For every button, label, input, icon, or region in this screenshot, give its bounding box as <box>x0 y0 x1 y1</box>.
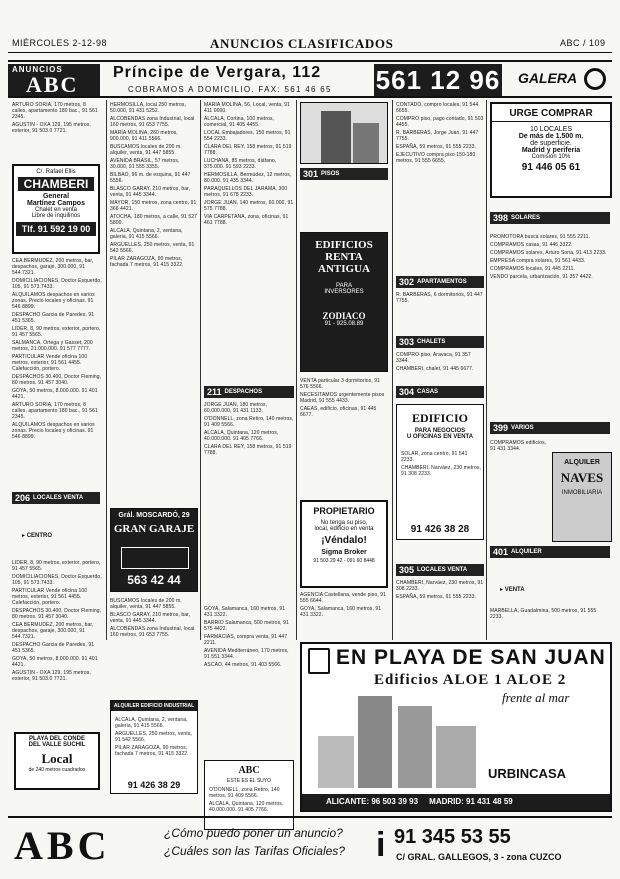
ad-text: ARGUELLES, 250 metros, venta, 91 542 5566. <box>115 731 193 743</box>
ad-chamberi: C/. Rafael Ellis CHAMBERI General Martínez Campos Chalet en venta Libre de inquilinos Tlf. 91 592 19 00 <box>12 164 100 254</box>
ad-text: DESPACHOS 30.400, Doctor Fleming, 80 metros. 91 457 3040. <box>12 608 102 620</box>
brand-g-icon <box>584 68 606 90</box>
section-header: 401 ALQUILER <box>490 546 610 558</box>
column-4-bottom <box>300 592 388 636</box>
section-header: 302 APARTAMENTOS <box>396 276 484 288</box>
ad-naves: ALQUILER NAVES INMOBILIARIA <box>552 452 612 542</box>
ad-text: BARRIO Salamanca, 500 metros, 91 575 4422. <box>204 620 289 632</box>
page-title: ANUNCIOS CLASIFICADOS <box>210 36 394 51</box>
section-header: 211 DESPACHOS <box>204 386 294 398</box>
ad-text: ARGUELLES, 250 metros, venta, 91 542 5566. <box>110 242 195 254</box>
subhead-centro: ▸ CENTRO <box>22 533 53 539</box>
ad-text: GOYA, 50 metros, 8.000.000. 91 401 4421. <box>12 656 98 668</box>
ad-text: ESPAÑA, 59 metros, 91 555 2233. <box>396 144 476 150</box>
section-header: 398 SOLARES <box>490 212 610 224</box>
section-header: 305 LOCALES VENTA <box>396 564 484 576</box>
ad-text: GOYA, Salamanca, 160 metros, 91 431 3322. <box>204 606 286 618</box>
ad-text: CLARA DEL REY, 158 metros, 91 519 7788. <box>204 444 292 456</box>
column-1-top <box>12 102 102 162</box>
ad-text: COMPRAMOS locales, 91 445 2211. <box>490 266 575 272</box>
question-1: ¿Cómo puedo poner un anuncio? <box>164 826 343 840</box>
ad-text: DOMICILIACIONES, Doctor Esquerdo, 105, 91 573.7433. <box>12 574 102 586</box>
ad-text: AVENIDA BRASIL, 57 metros, 30.000, 91 555 3355. <box>110 158 180 170</box>
column-6-varios <box>490 440 550 500</box>
ad-text: AGUSTIN - OXA 129, 195 metros, exterior, 91 503.0 7721. <box>12 670 91 682</box>
ad-text: BLASCO GARAY, 210 metros, bar, venta, 91 445 3344. <box>110 612 191 624</box>
column-2-bottom <box>110 598 198 696</box>
ad-text: PARAQUELLOS DEL JARAMA, 300 metros, 91 678 2233. <box>204 186 288 198</box>
ad-propietario: PROPIETARIO No tenga su piso, local, edificio en venta ¡Véndalo! Sigma Broker 91 503 29 42 - 091 60 8448 <box>300 500 388 588</box>
header-rule <box>8 52 612 53</box>
header-date: MIÉRCOLES 2-12-98 <box>12 38 108 48</box>
column-3 <box>204 102 294 382</box>
buildings-icon <box>318 696 478 788</box>
section-header: 301 PISOS <box>300 168 388 180</box>
ad-text: O'DONNELL, zona Retiro, 140 metros, 91 409 5566. <box>204 416 294 428</box>
ad-text: PROMOTORA busca solares, 91 555 2211. <box>490 234 590 240</box>
ad-text: CHAMBERI, Narváez, 230 metros, 91 308 2233. <box>396 580 484 592</box>
ad-text: ALCALA, Quintana, 2, ventana, galeria, 91 415 5566. <box>115 717 188 729</box>
ad-text: MARIA MOLINA, 56, Local, venta, 91 411 0000. <box>204 102 290 114</box>
ad-text: PARTICULAR Vende oficina 100 metros, exterior, 91 561 4455. Calefacción, portero. <box>12 588 88 606</box>
section-header: 206 LOCALES VENTA <box>12 492 100 504</box>
ad-text: MAYOR, 150 metros, zona centro, 91 366 4421. <box>110 200 197 212</box>
ad-text: BUSCAMOS locales de 200 m. alquiler, venta, 91 447 5855. <box>110 598 182 610</box>
column-2 <box>110 102 198 502</box>
ad-text: MARBELLA, Guadalmina, 500 metros, 91 555 2233. <box>490 608 597 620</box>
ad-text: GOYA, 50 metros, 8.000.000. 91 401 4421. <box>12 388 98 400</box>
price-table <box>121 547 189 569</box>
page-number: ABC / 109 <box>560 38 606 48</box>
ad-text: DESPACHO Garcia de Paredes, 91 451 5365. <box>12 312 95 324</box>
ad-text: ASCAO, 44 metros, 91 403 5566. <box>204 662 282 668</box>
ad-text: SOLAR, zona centro, 91 541 2233. <box>401 451 468 463</box>
banner-brand: GALERA <box>518 70 578 86</box>
ad-text: HERMOSILLA, Bermúdez, 12 metros, 80.000. 91 435 3344. <box>204 172 292 184</box>
ad-text: BUSCAMOS locales de 200 m. alquiler, venta, 91 447 5855. <box>110 144 182 156</box>
ad-text: ALCALA, Quintana, 120 metros, 40.000.000. 91 405 7766. <box>204 430 279 442</box>
ad-text: ALCALA, Quintana, 2, ventana, galeria, 91 415 5566. <box>110 228 183 240</box>
ad-text: LUCHANA, 85 metros, diáfano, 375.000. 91 593 2233. <box>204 158 277 170</box>
ad-text: COMPRO piso, pago contado, 91 503 4455. <box>396 116 484 128</box>
ad-text: AVENIDA Mediterráneo, 170 metros, 91 551 3344. <box>204 648 289 660</box>
ad-edificio-venta: EDIFICIO PARA NEGOCIOS U OFICINAS EN VENTA SOLAR, zona centro, 91 541 2233. CHAMBERI, Narváez, 230 metros, 91 308 2233. 91 426 38 28 <box>396 404 484 540</box>
ad-text: NECESITAMOS urgentemente pisos Madrid, 91 555 4433. <box>300 392 385 404</box>
ad-playa-san-juan: EN PLAYA DE SAN JUAN Edificios ALOE 1 ALOE 2 frente al mar URBINCASA ALICANTE: 96 503 39 93 MADRID: 91 431 48 59 <box>300 642 612 812</box>
ad-text: EJECUTIVO compra piso 150-180 metros, 91 555 6655. <box>396 152 476 164</box>
column-5-chalets <box>396 352 484 382</box>
ad-edificios-renta: EDIFICIOS RENTA ANTIGUA PARA INVERSORES ZODIACO 91 - 925.08.89 <box>300 232 388 372</box>
ad-text: BILBAO, 96 m. de esquina, 91 447 5556. <box>110 172 191 184</box>
ad-text: O'DONNELL, zona Retiro, 140 metros, 91 409 5566. <box>209 787 280 799</box>
ad-text: R. BARBERAS, Jorge Juan, 91 447 7755. <box>396 130 479 142</box>
crest-icon <box>308 648 330 674</box>
abc-logo: ABC <box>14 823 111 868</box>
info-icon: i <box>376 826 386 864</box>
banner-logo: ANUNCIOS ABC <box>8 64 100 96</box>
ad-text: DOMICILIACIONES, Doctor Esquerdo, 105, 91 573.7433. <box>12 278 102 290</box>
ad-text: FARMACIAS, compra venta, 91 447 2211. <box>204 634 288 646</box>
bottom-phone: 91 345 53 55 <box>394 826 511 848</box>
ad-text: ALQUILAMOS despachos en varios zonas. Precio locales y oficinas. 91 546 8899. <box>12 422 95 440</box>
ad-text: PILAR ZARAGOZA, 90 metros, fachada 7 metros, 91 415 3322. <box>115 745 189 757</box>
bottom-banner <box>8 816 612 874</box>
ad-text: AGUSTIN - OXA 129, 195 metros, exterior, 91 503.0 7721. <box>12 122 91 134</box>
ad-text: ALCALA, Cortina, 100 metros, comercial, 91 405 4455. <box>204 116 275 128</box>
ad-playa-conde: PLAYA DEL CONDE DEL VALLE SUCHIL Local de 240 metros cuadrados <box>14 732 100 790</box>
ad-text: CEA BERMUDEZ, 200 metros, bar, despachos, garaje, 300.000, 91 544.7321. <box>12 622 94 640</box>
ad-text: JORGE JUAN, 140 metros, 60.000, 91 575 7788. <box>204 200 294 212</box>
ad-text: VENDO parcela, urbanización, 91 357 4422. <box>490 274 593 280</box>
ad-text: ESPAÑA, 59 metros, 91 555 2233. <box>396 594 476 600</box>
ad-urge-comprar: URGE COMPRAR 10 LOCALES De más de 1.500 m. de superficie. Madrid y periferia Comisión 10% 91 446 05 61 <box>490 102 612 198</box>
ad-text: HERMOSILLA, local 250 metros, 50.000, 91 431 5252. <box>110 102 186 114</box>
subhead-venta: ▸ VENTA <box>500 587 525 593</box>
ad-text: ALQUILAMOS despachos en varios zonas. Precio locales y oficinas. 91 546 8899. <box>12 292 95 310</box>
ad-text: LOCAL Embajadores, 150 metros, 91 554 2233. <box>204 130 291 142</box>
ad-text: VIA CARPETANA, zona, oficinas, 91 461 7788. <box>204 214 289 226</box>
ad-text: DESPACHOS 30.400, Doctor Fleming, 80 metros. 91 457 3040. <box>12 374 102 386</box>
column-3-bottom <box>204 606 294 756</box>
column-3-lower <box>204 402 294 602</box>
section-header: 303 CHALETS <box>396 336 484 348</box>
ad-text: DESPACHO Garcia de Paredes, 91 451 5365. <box>12 642 95 654</box>
ad-text: ARTURO SORIA, 170 metros, 8 calles, apartamento 180 bac., 91 561 2345. <box>12 402 98 420</box>
question-2: ¿Cuáles son las Tarifas Oficiales? <box>164 844 345 858</box>
banner <box>8 60 612 98</box>
ad-text: MARÍA MOLINA, 260 metros, 900.000, 91 411 5566. <box>110 130 178 142</box>
ad-text: COMPRAMOS solares, Arturo Soria, 91 413 2233. <box>490 250 607 256</box>
ad-text: ALCOBENDAS zona Industrial, local 160 metros, 91 653 7755. <box>110 626 195 638</box>
ad-text: PARTICULAR Vende oficina 100 metros, exterior, 91 561 4455. Calefacción, portero. <box>12 354 88 372</box>
banner-sub: COBRAMOS A DOMICILIO. FAX: 561 46 65 <box>128 85 332 94</box>
ad-text: EMPRESA compra solares, 91 561 4433. <box>490 258 586 264</box>
column-6-bottom <box>490 608 610 636</box>
ad-text: CONTADO, compro locales, 91 544 6655. <box>396 102 479 114</box>
ad-text: ALCOBENDAS zona Industrial, local 160 metros, 91 653 7755. <box>110 116 195 128</box>
ad-text: CAEAS, edificio, oficinas, 91 445 6677. <box>300 406 377 418</box>
ad-abc-box: ABC ESTE ES EL SUYO O'DONNELL, zona Retiro, 140 metros, 91 409 5566. ALCALA, Quintana, 120 metros, 40.000.000. 91 405 7766. <box>204 760 294 830</box>
ad-text: ATOCHA, 180 metros, a calle, 91 527 5800. <box>110 214 197 226</box>
ad-text: AGENCIA Castellana, vende piso, 91 555 6644. <box>300 592 386 604</box>
ad-text: LIDER, 8, 90 metros, exterior, portero, 91 457 5565. <box>12 326 101 338</box>
ad-alquiler-edificio: ALQUILER EDIFICIO INDUSTRIAL ALCALA, Quintana, 2, ventana, galeria, 91 415 5566. ARGUELLES, 250 metros, venta, 91 542 5566. PILAR ZARAGOZA, 90 metros, fachada 7 metros, 91 415 3322. 91 426 38 29 <box>110 700 198 794</box>
ad-text: COMPRAMOS edificios, 91 431 3344. <box>490 440 547 452</box>
building-photo <box>300 102 388 164</box>
ad-text: LIDER, 8, 90 metros, exterior, portero, 91 457 5565. <box>12 560 101 572</box>
ad-text: SALMANCA, Ortega y Gasset, 200 metros, 21.000.000. 91 577 7777. <box>12 340 93 352</box>
ad-text: R. BARBERAS, 6 dormitorios, 91 447 7755. <box>396 292 483 304</box>
section-header: 304 CASAS <box>396 386 484 398</box>
ad-text: COMPRAMOS casas, 91 446 3322. <box>490 242 573 248</box>
ad-text: CLARA DEL REY, 158 metros, 91 519 7788. <box>204 144 292 156</box>
section-header: 399 VARIOS <box>490 422 610 434</box>
ad-moscardo: Grál. MOSCARDÓ, 29 GRAN GARAJE 563 42 44 <box>110 508 198 592</box>
ad-text: COMPRO piso, Aravaca, 91 357 3344. <box>396 352 471 364</box>
column-5-mid <box>396 292 484 332</box>
column-5 <box>396 102 484 252</box>
column-1-list <box>12 258 102 490</box>
ad-text: GOYA, Salamanca, 160 metros, 91 431 3322. <box>300 606 382 618</box>
building-icon <box>301 103 388 164</box>
ad-text: CHAMBERI, chalet, 91 445 6677. <box>396 366 474 372</box>
ad-text: ALCALA, Quintana, 120 metros, 40.000.000. 91 405 7766. <box>209 801 284 813</box>
ad-text: JORGE JUAN, 180 metros, 60.000.000, 91 431 1133. <box>204 402 268 414</box>
column-4 <box>300 378 388 496</box>
ad-text: CHAMBERI, Narváez, 230 metros, 91 308 2233. <box>401 465 481 477</box>
banner-office: Príncipe de Vergara, 112 <box>113 64 322 81</box>
ad-text: CEA BERMUDEZ, 200 metros, bar, despachos, garaje, 300.000, 91 544.7321. <box>12 258 94 276</box>
bottom-address: C/ GRAL. GALLEGOS, 3 - zona CUZCO <box>396 852 562 862</box>
banner-phone: 561 12 96 <box>375 65 501 95</box>
ad-text: VENTA particular 3 dormitorios, 91 576 5566. <box>300 378 381 390</box>
column-5-bottom <box>396 580 484 636</box>
ad-text: BLASCO GARAY, 210 metros, bar, venta, 91 445 3344. <box>110 186 191 198</box>
ad-text: PILAR ZARAGOZA, 90 metros, fachada 7 metros, 91 415 3322. <box>110 256 184 268</box>
column-1-bottom <box>12 560 102 730</box>
ad-text: ARTURO SORIA, 170 metros, 8 calles, apartamento 180 bac., 91 561 2345. <box>12 102 98 120</box>
column-6 <box>490 234 610 414</box>
